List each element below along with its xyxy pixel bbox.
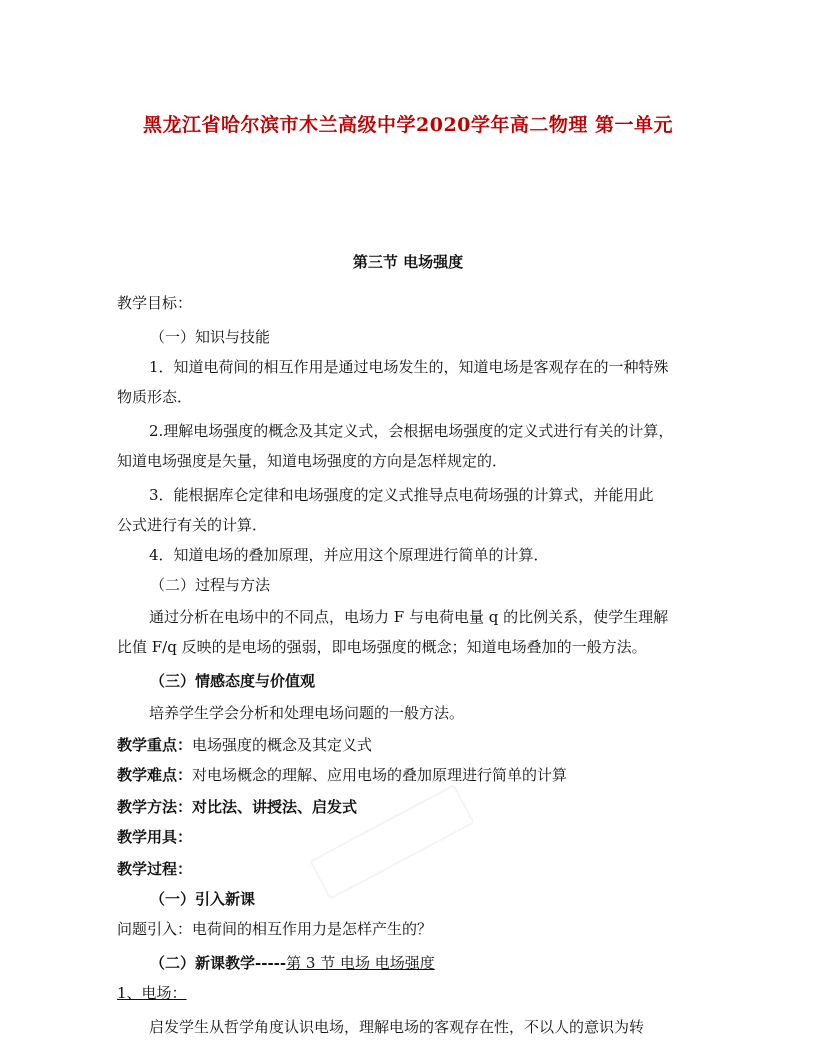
difficulty-label: 教学难点： [117, 766, 193, 784]
process-method-text-cont: 比值 F/q 反映的是电场的强弱，即电场强度的概念；知道电场叠加的一般方法。 [117, 638, 647, 656]
teaching-process: 教学过程： [117, 860, 193, 878]
section-title: 第三节 电场强度 [352, 253, 464, 271]
objective-item-2: 2.理解电场强度的概念及其定义式，会根据电场强度的定义式进行有关的计算， [149, 422, 674, 440]
teaching-methods: 教学方法：对比法、讲授法、启发式 [117, 798, 358, 816]
process-method-heading: （二）过程与方法 [150, 576, 271, 594]
objective-item-1: 1．知道电荷间的相互作用是通过电场发生的，知道电场是客观存在的一种特殊 [149, 358, 669, 376]
new-lesson-topic: 第 3 节 电场 电场强度 [286, 954, 435, 972]
teaching-tools: 教学用具： [117, 828, 193, 846]
objective-item-2-cont: 知道电场强度是矢量，知道电场强度的方向是怎样规定的． [117, 452, 508, 470]
intro-heading: （一）引入新课 [150, 890, 256, 908]
objective-item-3-cont: 公式进行有关的计算． [117, 516, 268, 534]
objective-item-1-cont: 物质形态． [117, 388, 193, 406]
attitude-text: 培养学生学会分析和处理电场问题的一般方法。 [149, 704, 465, 722]
attitude-heading: （三）情感态度与价值观 [150, 672, 316, 690]
objective-item-3: 3．能根据库仑定律和电场强度的定义式推导点电荷场强的计算式，并能用此 [149, 486, 654, 504]
new-lesson-heading: （二）新课教学----- [150, 954, 287, 972]
difficulty-text: 对电场概念的理解、应用电场的叠加原理进行简单的计算 [192, 766, 568, 784]
document-title: 黑龙江省哈尔滨市木兰高级中学2020学年高二物理 第一单元 [143, 114, 673, 136]
subsection-electric-field: 1、电场： [117, 984, 187, 1002]
intro-question: 问题引入：电荷间的相互作用力是怎样产生的？ [117, 920, 433, 938]
process-method-text: 通过分析在电场中的不同点，电场力 F 与电荷电量 q 的比例关系，使学生理解 [149, 608, 669, 626]
objective-item-4: 4．知道电场的叠加原理，并应用这个原理进行简单的计算． [149, 546, 549, 564]
difficulty-line [117, 765, 567, 785]
subsection-text: 启发学生从哲学角度认识电场，理解电场的客观存在性，不以人的意识为转 [149, 1018, 645, 1036]
key-point-line [117, 735, 372, 755]
key-point-label: 教学重点： [117, 736, 193, 754]
knowledge-heading: （一）知识与技能 [150, 328, 271, 346]
new-lesson-line [150, 953, 435, 973]
objectives-heading: 教学目标： [117, 294, 193, 312]
key-point-text: 电场强度的概念及其定义式 [192, 736, 373, 754]
